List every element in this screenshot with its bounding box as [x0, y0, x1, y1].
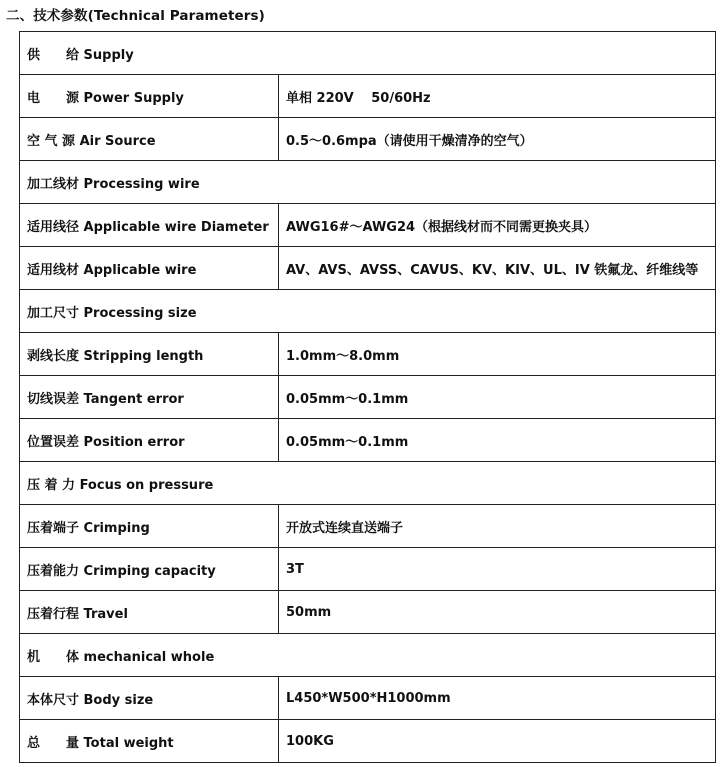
section-header-row: [20, 462, 716, 505]
table-row: [20, 505, 716, 548]
parameter-value-cell: 0.5～0.6mpa（请使用干燥清净的空气）: [279, 118, 716, 161]
parameter-value-cell: L450*W500*H1000mm: [279, 677, 716, 720]
parameter-name-cell: 压着端子 Crimping: [20, 505, 279, 548]
section-title-cell: 压 着 力 Focus on pressure: [20, 462, 716, 505]
parameter-name-cell: 切线误差 Tangent error: [20, 376, 279, 419]
section-title-cell: 机 体 mechanical whole: [20, 634, 716, 677]
parameter-value-cell: 1.0mm～8.0mm: [279, 333, 716, 376]
table-row: [20, 591, 716, 634]
table-row: [20, 333, 716, 376]
section-title-cell: 供 给 Supply: [20, 32, 716, 75]
section-title-cell: 加工尺寸 Processing size: [20, 290, 716, 333]
table-row: [20, 720, 716, 763]
parameter-value-cell: 开放式连续直送端子: [279, 505, 716, 548]
parameter-name-cell: 压着行程 Travel: [20, 591, 279, 634]
parameter-name-cell: 总 量 Total weight: [20, 720, 279, 763]
table-body: [20, 32, 716, 763]
table-row: [20, 548, 716, 591]
parameter-value-cell: AWG16#～AWG24（根据线材而不同需更换夹具）: [279, 204, 716, 247]
parameter-value-cell: 100KG: [279, 720, 716, 763]
table-row: [20, 204, 716, 247]
parameter-name-cell: 剥线长度 Stripping length: [20, 333, 279, 376]
parameter-name-cell: 电 源 Power Supply: [20, 75, 279, 118]
parameter-name-cell: 适用线材 Applicable wire: [20, 247, 279, 290]
table-row: [20, 376, 716, 419]
parameter-value-cell: 3T: [279, 548, 716, 591]
section-header-row: [20, 161, 716, 204]
table-row: [20, 118, 716, 161]
table-row: [20, 419, 716, 462]
section-title-cell: 加工线材 Processing wire: [20, 161, 716, 204]
parameter-name-cell: 空 气 源 Air Source: [20, 118, 279, 161]
parameter-value-cell: AV、AVS、AVSS、CAVUS、KV、KIV、UL、IV 铁氟龙、纤维线等: [279, 247, 716, 290]
parameter-value-cell: 0.05mm～0.1mm: [279, 419, 716, 462]
section-header-row: [20, 634, 716, 677]
technical-parameters-table: [19, 31, 716, 763]
parameter-value-cell: 0.05mm～0.1mm: [279, 376, 716, 419]
parameter-name-cell: 本体尺寸 Body size: [20, 677, 279, 720]
section-header-row: [20, 290, 716, 333]
parameter-value-cell: 50mm: [279, 591, 716, 634]
parameter-name-cell: 适用线径 Applicable wire Diameter: [20, 204, 279, 247]
section-heading: 二、技术参数(Technical Parameters): [6, 8, 265, 24]
table-row: [20, 677, 716, 720]
parameter-value-cell: 单相 220V 50/60Hz: [279, 75, 716, 118]
section-header-row: [20, 32, 716, 75]
parameter-name-cell: 压着能力 Crimping capacity: [20, 548, 279, 591]
table-row: [20, 75, 716, 118]
table-row: [20, 247, 716, 290]
parameter-name-cell: 位置误差 Position error: [20, 419, 279, 462]
